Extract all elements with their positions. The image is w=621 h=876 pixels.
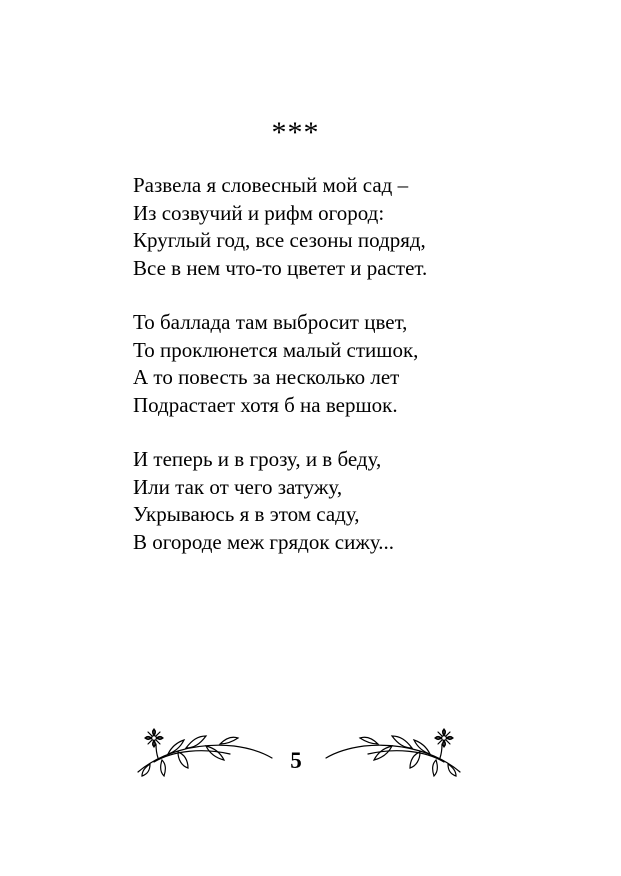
poem-line: Круглый год, все сезоны подряд, bbox=[133, 228, 426, 252]
floral-sprig-icon bbox=[322, 724, 464, 780]
poem-line: Все в нем что-то цветет и растет. bbox=[133, 255, 428, 280]
poem-line: И теперь и в грозу, и в беду, bbox=[133, 447, 382, 471]
stanza-3 bbox=[133, 446, 573, 556]
poem-line: Развела я словесный мой сад – bbox=[133, 173, 409, 197]
page-footer bbox=[0, 724, 621, 784]
poem-line: В огороде меж грядок сижу... bbox=[133, 529, 394, 554]
poem-title: *** bbox=[271, 116, 320, 149]
stanza-1 bbox=[133, 172, 573, 282]
page-number: 5 bbox=[290, 748, 302, 773]
floral-sprig-icon bbox=[134, 724, 276, 780]
poem-line: То проклюнется малый стишок, bbox=[133, 337, 419, 362]
poem-line: Укрываюсь я в этом саду, bbox=[133, 502, 360, 526]
poem-line: Или так от чего затужу, bbox=[133, 474, 343, 499]
poem-line: Из созвучий и рифм огород: bbox=[133, 200, 385, 225]
poem-body bbox=[133, 172, 573, 583]
stanza-2 bbox=[133, 309, 573, 419]
poem-line: Подрастает хотя б на вершок. bbox=[133, 392, 398, 417]
poem-line: То баллада там выбросит цвет, bbox=[133, 310, 408, 334]
poem-line: А то повесть за несколько лет bbox=[133, 365, 400, 389]
